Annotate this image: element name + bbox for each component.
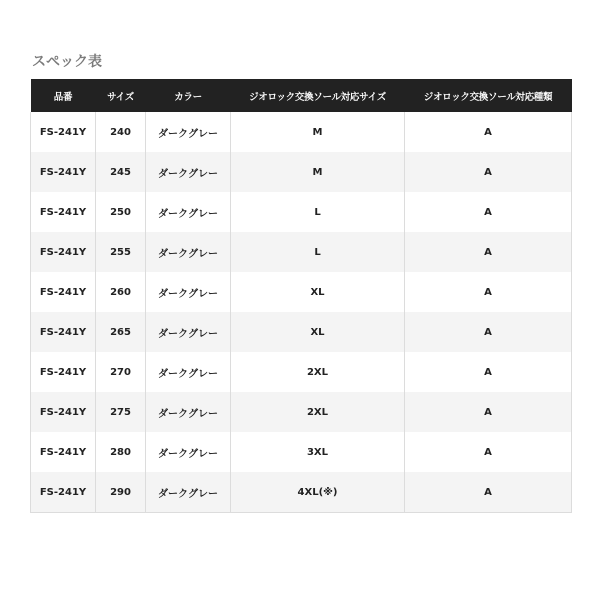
cell-sole-type: A (405, 352, 572, 392)
cell-color: ダークグレー (146, 472, 231, 513)
cell-size: 240 (96, 112, 146, 152)
cell-sole-size: L (231, 192, 405, 232)
cell-color: ダークグレー (146, 152, 231, 192)
table-row (31, 432, 572, 472)
cell-size: 270 (96, 352, 146, 392)
table-row (31, 192, 572, 232)
table-row (31, 272, 572, 312)
cell-size: 250 (96, 192, 146, 232)
cell-sole-size: M (231, 152, 405, 192)
cell-product-number: FS-241Y (31, 192, 96, 232)
cell-sole-size: XL (231, 312, 405, 352)
cell-size: 275 (96, 392, 146, 432)
table-row (31, 232, 572, 272)
cell-sole-type: A (405, 232, 572, 272)
cell-sole-type: A (405, 272, 572, 312)
table-row (31, 152, 572, 192)
cell-color: ダークグレー (146, 272, 231, 312)
cell-product-number: FS-241Y (31, 392, 96, 432)
header-sole-type: ジオロック交換ソール対応種類 (405, 79, 572, 112)
cell-sole-size: M (231, 112, 405, 152)
cell-color: ダークグレー (146, 232, 231, 272)
table-row (31, 472, 572, 513)
cell-sole-type: A (405, 472, 572, 513)
cell-color: ダークグレー (146, 392, 231, 432)
cell-sole-type: A (405, 432, 572, 472)
cell-sole-size: XL (231, 272, 405, 312)
cell-product-number: FS-241Y (31, 432, 96, 472)
cell-sole-type: A (405, 392, 572, 432)
section-title: スペック表 (32, 54, 102, 70)
cell-product-number: FS-241Y (31, 312, 96, 352)
cell-color: ダークグレー (146, 112, 231, 152)
cell-color: ダークグレー (146, 352, 231, 392)
cell-product-number: FS-241Y (31, 112, 96, 152)
spec-table (30, 79, 572, 513)
table-header-row (31, 79, 572, 112)
cell-size: 280 (96, 432, 146, 472)
header-size: サイズ (96, 79, 146, 112)
cell-color: ダークグレー (146, 432, 231, 472)
cell-size: 255 (96, 232, 146, 272)
cell-sole-type: A (405, 192, 572, 232)
cell-product-number: FS-241Y (31, 152, 96, 192)
cell-size: 245 (96, 152, 146, 192)
cell-sole-type: A (405, 152, 572, 192)
cell-sole-size: 2XL (231, 392, 405, 432)
cell-size: 260 (96, 272, 146, 312)
cell-product-number: FS-241Y (31, 272, 96, 312)
cell-sole-size: 2XL (231, 352, 405, 392)
cell-sole-type: A (405, 112, 572, 152)
table-row (31, 312, 572, 352)
cell-product-number: FS-241Y (31, 472, 96, 513)
cell-color: ダークグレー (146, 312, 231, 352)
table-row (31, 352, 572, 392)
cell-sole-size: L (231, 232, 405, 272)
header-sole-size: ジオロック交換ソール対応サイズ (231, 79, 405, 112)
table-row (31, 112, 572, 152)
cell-sole-size: 3XL (231, 432, 405, 472)
cell-size: 265 (96, 312, 146, 352)
cell-sole-size: 4XL(※) (231, 472, 405, 513)
header-color: カラー (146, 79, 231, 112)
cell-product-number: FS-241Y (31, 232, 96, 272)
cell-color: ダークグレー (146, 192, 231, 232)
cell-size: 290 (96, 472, 146, 513)
cell-product-number: FS-241Y (31, 352, 96, 392)
header-product-number: 品番 (31, 79, 96, 112)
cell-sole-type: A (405, 312, 572, 352)
table-row (31, 392, 572, 432)
